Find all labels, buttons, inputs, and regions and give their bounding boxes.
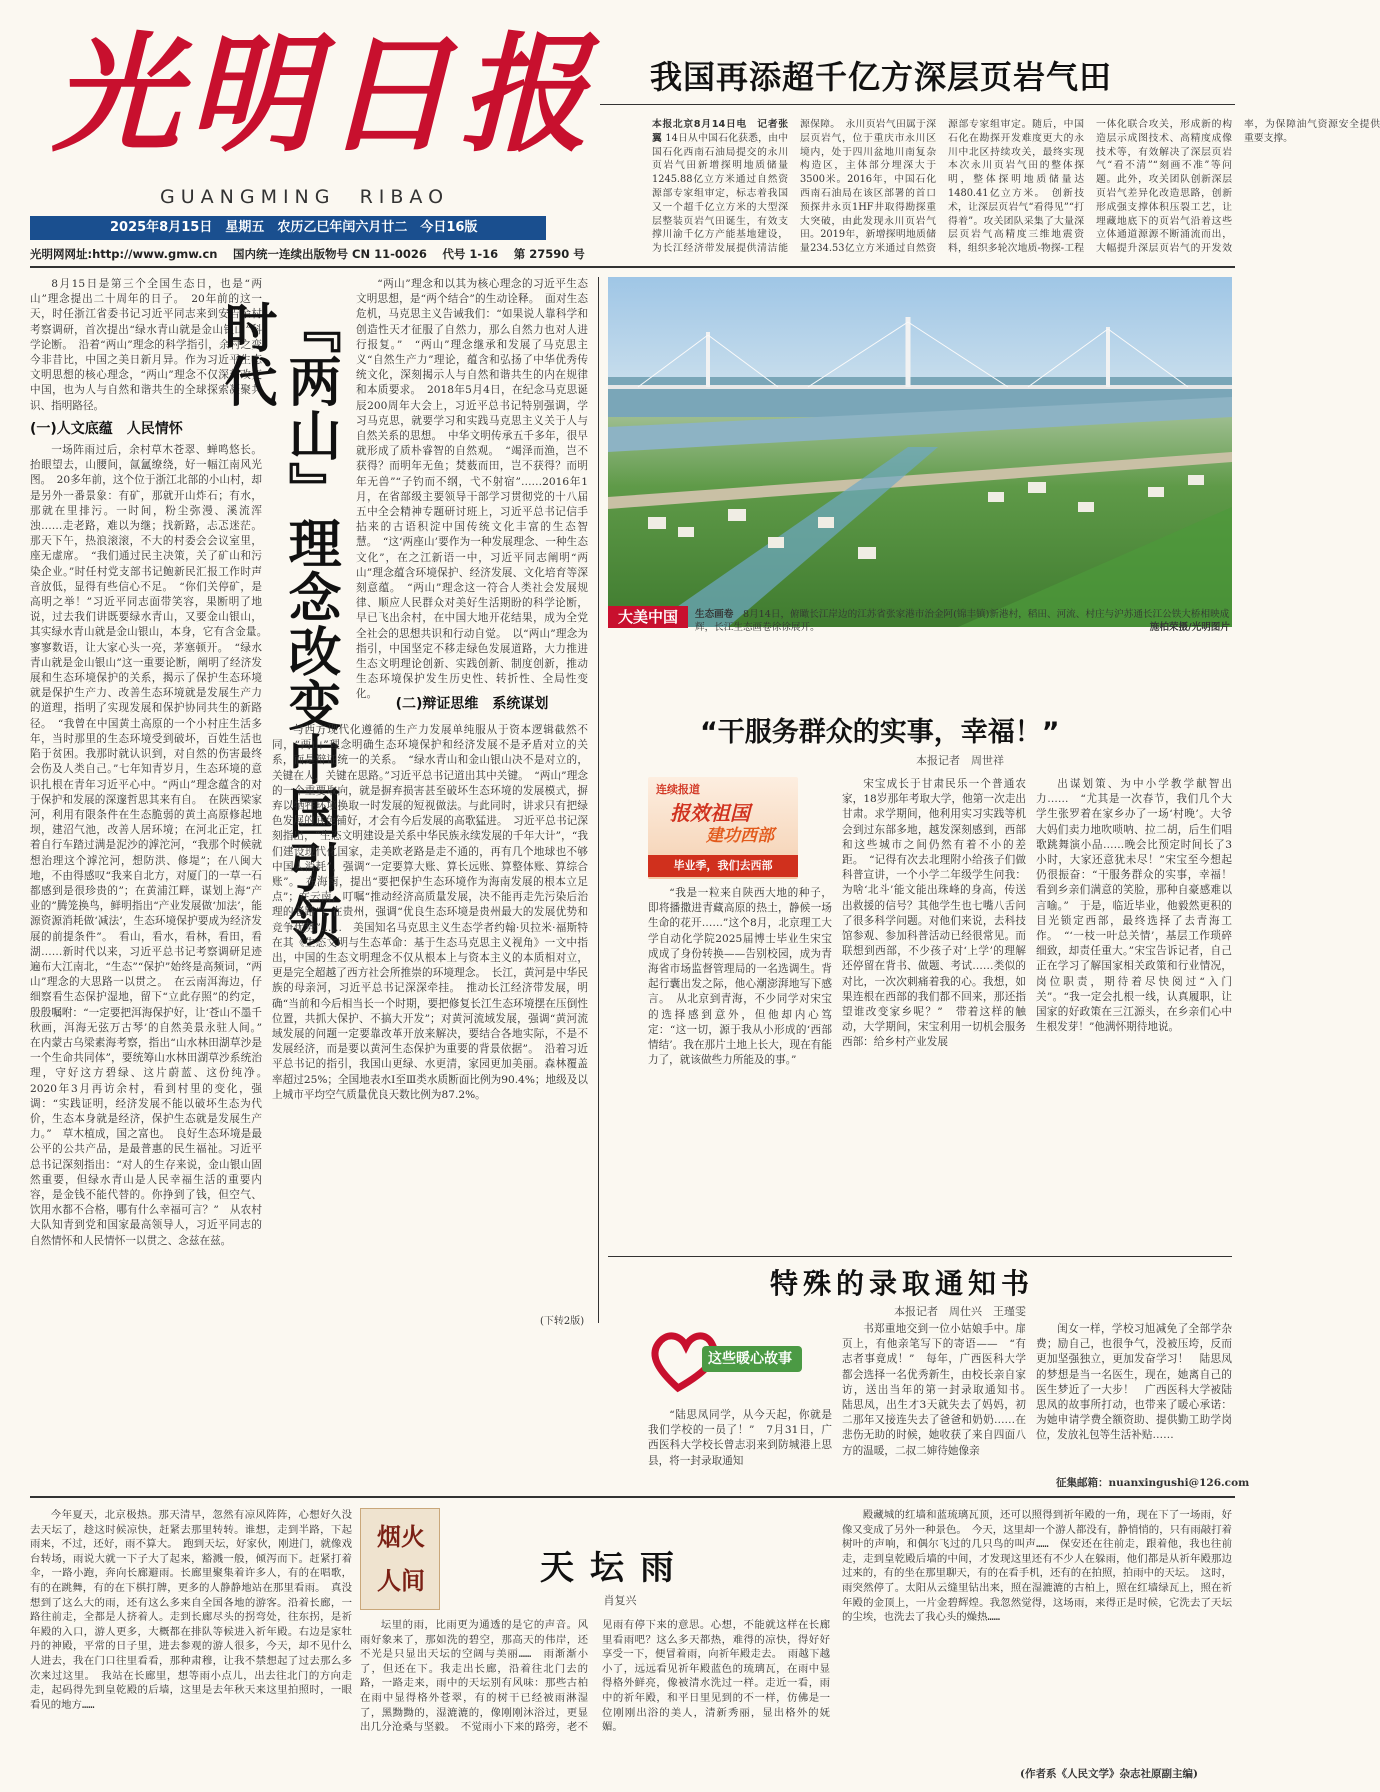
essay-col3: 殿藏城的红墙和蓝琉璃瓦顶，还可以照得到祈年殿的一角，现在下了一场雨，好像又变成了另外一种景色。 今天，这里却一个游人都没有，静悄悄的，只有雨敲打着树叶的声响，和偶尔飞过的几只鸟的叫声…… 保安还在往前走，跟着他，我也往前走，走到皇乾殿后墙的中间，才发现这里还有不少人在躲雨，他们都是从祈年殿那边过来的，有的坐在那里聊天，有的在看手机，还有的在拍照，拍雨中的天坛。 这时，雨突然停了。太阳从云缝里钻出来，照在湿漉漉的古柏上，照在红墙绿瓦上，照在祈年殿的金顶上，一片金碧辉煌。我忽然觉得，这场雨，来得正是时候，它洗去了天坛的尘埃，也洗去了我心头的燥热……: [842, 1509, 1232, 1624]
photo-badge: 大美中国: [608, 606, 688, 628]
website-link[interactable]: 光明网网址:http://www.gmw.cn: [30, 247, 218, 261]
feature-col1-text: 一场阵雨过后，余村草木苍翠、蝉鸣悠长。抬眼望去，山腰间，氤氲缭绕，好一幅江南风光图。 20多年前，这个位于浙江北部的小山村，却是另外一番景象：有矿，那就开山炸石；有水，那就在里排污。一时间，粉尘弥漫、溪流浑浊……走老路，难以为继；找新路，忐忑迷茫。那天下午，热浪滚滚，不大的村委会会议室里，座无虚席。 “我们通过民主决策，关了矿山和污染企业。”时任村党支部书记鲍新民汇报工作时声音放低，显得有些信心不足。 “你们关停矿，是高明之举！”习近平同志面带笑容，果断明了地说，过去我们讲既要绿水青山，又要金山银山，其实绿水青山就是金山银山，本身，它有含金量。 寥寥数语，让大家心头一亮，茅塞顿开。 “绿水青山就是金山银山”这一重要论断，阐明了经济发展和生态环境保护的关系，揭示了保护生态环境就是保护生产力、改善生态环境就是发展生产力的道理，指明了实现发展和保护协同共生的新路径。 “我曾在中国黄土高原的一个小村庄生活多年，当时那里的生态环境受到破坏，百姓生活也陷于贫困。我那时就认识到，对自然的伤害最终会伤及人类自己。”七年知青岁月，生态环境的意识扎根在青年习近平心中。“两山”理念蕴含的对于保护和发展的深邃哲思其来有自。 在陕西梁家河，利用有限条件在生态脆弱的黄土高原修起地坝，建沼气池，改善人居环境；在河北正定，扛着自行车踏过满是泥沙的滹沱河，“我那个时候就想治理这个滹沱河，想防洪、修堤”；在八闽大地，不由得感叹“我来自北方，对厦门的一草一石都感到是很珍贵的”；在黄浦江畔，谋划上海“产业的”腾笼换鸟，鲜明指出“产业发展做‘加法’，能源资源消耗做‘减法’，生态环境保护要成为经济发展的前提条件”。 看山，看水，看林，看田，看湖……新时代以来，习近平总书记考察调研足迹遍布大江南北，“生态”“保护”始终是高频词，“两山”理念的大思路一以贯之。 在云南洱海边，仔细察看生态保护湿地，留下“立此存照”的约定，殷殷嘱咐：“一定要把洱海保护好，让‘苍山不墨千秋画，洱海无弦万古琴’的自然美景永驻人间。” 在内蒙古乌梁素海考察，指出“山水林田湖草沙是一个生命共同体”，要统筹山水林田湖草沙系统治理，守好这方碧绿、这片蔚蓝、这份纯净。 2020年3月再访余村，看到村里的变化，强调：“实践证明，经济发展不能以破坏生态为代价，生态本身就是经济，保护生态就是发展生产力。” 草木植成，国之富也。 良好生态环境是最公平的公共产品，是最普惠的民生福祉。习近平总书记深刻指出：“对人的生存来说，金山银山固然重要，但绿水青山是人民幸福生活的重要内容，是金钱不能代替的。你挣到了钱，但空气、饮用水都不合格，哪有什么幸福可言？” 从农村大队知青到党和国家最高领导人，习近平同志的自然情怀和人民情怀一以贯之、念兹在兹。: [30, 444, 273, 1247]
series-logo-warm: [648, 1322, 826, 1398]
dateline-bar: [30, 216, 546, 240]
photo-caption-title: 生态画卷: [695, 609, 734, 620]
service-col3: 出谋划策、为中小学教学献智出力…… “尤其是一次春节，我们几个大学生张罗着在家乡办了一场‘村晚’。大爷大妈们卖力地吹唢呐、拉二胡，后生们唱歌跳舞演小品……晚会比预定时间长了3小时，大家还意犹未尽！”宋宝至今想起仍很振奋：“干服务群众的实事，幸福！看到乡亲们满意的笑脸，那种自豪感难以言喻。” 于是，临近毕业，他毅然更积的目光锁定西部，最终选择了去青海工作。 “‘一枝一叶总关情’，基层工作琐碎细致，却责任重大。”宋宝告诉记者，自己正在学习了解国家相关政策和行业情况，岗位职责，期待着尽快阅过“入门关”。“我一定会扎根一线，认真履职，让国家的好政策在三江源头，在乡亲们心中生根发芽！”他满怀期待地说。: [1036, 778, 1232, 1034]
service-byline: 本报记者 周世祥: [916, 754, 1004, 767]
admission-col3: 闺女一样，学校习旭减免了全部学杂费；励自己，也很争气，没被压垮，反而更加坚强独立，更加发奋学习！ 陆思凤的梦想是当一名医生，现在，她离自己的医生梦近了一大步！ 广西医科大学被陆思凤的故事所打动，也带来了暖心承诺：为她申请学费全额资助、提供勤工助学岗位，发放礼包等生活补贴……: [1036, 1323, 1232, 1442]
series-tag-build: 建功西部: [706, 826, 774, 846]
series-tag-continued: 连续报道: [656, 783, 700, 796]
essay-source: (作者系《人民文学》杂志社原副主编): [1020, 1768, 1198, 1780]
publication-info: [30, 246, 590, 262]
series-tag-warm: 这些暖心故事: [708, 1351, 792, 1367]
service-col2: 宋宝成长于甘肃民乐一个普通农家，18岁那年考取大学，他第一次走出甘肃。求学期间，他利用实习实践等机会到过东部多地，越发深刻感到，西部和这些城市之间仍然有着不小的差距。 “记得有次去北理附小给孩子们做科普宣讲，一个小学二年级学生问我：为啥‘北斗’能文能出珠峰的身高，传送出救援的信号？其他学生也七嘴八舌问了很多科学问题。对他们来说，去科技馆参观、参加科普活动已经很常见。而联想到西部，不少孩子对‘上学’的理解还停留在背书、做题、考试……类似的对比，一次次刺痛着我的心。我想，如果连根在西部的我们都不回来，那还指望谁改变家乡呢？” 带着这样的触动，大学期间，宋宝利用一切机会服务西部：给乡村产业发展: [842, 778, 1026, 1049]
series-tag-serve: 报效祖国: [670, 801, 750, 825]
feature-section1-heading: (一)人文底蕴 人民情怀: [30, 420, 183, 437]
admission-col1: “陆思凤同学，从今天起，你就是我们学校的一员了！” 7月31日，广西医科大学校长曾志羽来到防城港上思县，将一封录取通知: [648, 1409, 832, 1467]
service-col1: “我是一粒来自陕西大地的种子，即将播撒进青藏高原的热土，静候一场生命的花开……”这个8月，北京理工大学自动化学院2025届博士毕业生宋宝成成了身份转换——告别校园，成为青海省市场监督管理局的一名选调生。背起行囊出发之际，他心潮澎湃地写下感言。 从北京到青海，不少同学对宋宝的选择感到意外，但他却内心笃定：“这一切，源于我从小形成的‘西部情结’。我在那片土地上长大，现在有能力了，就该做些力所能及的事。”: [648, 887, 832, 1067]
issue-number: 第 27590 号: [513, 247, 585, 261]
cn-number: 国内统一连续出版物号 CN 11-0026: [233, 247, 427, 261]
feature-col2: “两山”理念和以其为核心理念的习近平生态文明思想，是“两个结合”的生动诠释。 面对生态危机，马克思主义告诫我们：“如果说人靠科学和创造性天才征服了自然力，那么自然力也对人进行报复。” “两山”理念继承和发展了马克思主义“自然生产力”理论，蕴含和弘扬了中华优秀传统文化，深刻揭示人与自然和谐共生的内在规律和本质要求。 2018年5月4日，在纪念马克思诞辰200周年大会上，习近平总书记特别强调，学习马克思，就要学习和实践马克思主义关于人与自然关系的思想。 中华文明传承五千多年，很早就形成了质朴睿智的自然观。 “竭泽而渔，岂不获得？而明年无鱼；焚薮而田，岂不获得？而明年无兽”“子钓而不纲，弋不射宿”……2016年1月，在省部级主要领导干部学习贯彻党的十八届五中全会精神专题研讨班上，习近平总书记信手拈来的古语积淀中国传统文化丰富的生态智慧。 “这‘两座山’要作为一种发展理念、一种生态文化”，在之江新语一中，习近平同志阐明“两山”理念蕴含环境保护、经济发展、文化培育等深刻意蕴。 “两山”理念这一符合人类社会发展规律、顺应人民群众对美好生活期盼的科学论断，早已飞出余村，在中国大地开花结果，成为全党全社会的思想共识和行动自觉。 以“两山”理念为指引，中国坚定不移走绿色发展道路，大力推进生态文明理论创新、实践创新、制度创新，推动生态环境保护发生历史性、转折性、全局性变化。: [356, 278, 588, 701]
photo-credit: 施柏荣摄/光明图片: [1149, 622, 1230, 633]
lead-article: [652, 118, 1380, 258]
service-headline: “干服务群众的实事，幸福！”: [700, 717, 1060, 748]
admission-col2: 书郑重地交到一位小姑娘手中。扉页上，有他亲笔写下的寄语—— “有志者事竟成！” 每年，广西医科大学都会选择一名优秀新生，由校长亲自家访，送出当年的第一封录取通知书。 陆思凤，出生才3天就失去了妈妈，初二那年又接连失去了爸爸和奶奶……在悲伤无助的时候，她收获了来自四面八方的温暖，二叔二婶待她像亲: [842, 1323, 1037, 1457]
photo-caption: 生态画卷 8月14日，俯瞰长江岸边的江苏省张家港市治金阿(锦丰镇)新港村，稻田、河流、村庄与沪苏通长江公铁大桥相映成辉，长江生态画卷徐徐展开。 施柏荣摄/光明图片: [695, 609, 1230, 633]
essay-col1: 今年夏天，北京极热。那天清早，忽然有凉风阵阵，心想好久没去天坛了，趁这时候凉快，赶紧去那里转转。谁想，走到半路，下起雨来，不过，还好，雨不算大。 跑到天坛，好家伙，刚进门，就像戏台转场，雨说大就一下子大了起来，豁溅一般，倾泻而下。赶紧打着伞，一路小跑，奔向长廊避雨。长廊里聚集着许多人，有的在唱歌，有的在跳舞，有的在下棋打牌，更多的人静静地站在那里看雨。 真没想到了这么大的雨，还有这么多来自全国各地的游客。沿着长廊，一路往前走，全都是人挤着人。走到长廊尽头的拐弯处，往东拐，是祈年殿的入口，游人更多，大概都在排队等候进入祈年殿。右边是家牡丹的神殿，平常的日子里，进去参观的游人很多，今天，却不见什么人进去，我在门口往里看看，那种肃穆，让我不禁想起了过去那么多次来过这里。 我站在长廊里，想等雨小点儿，出去往北门的方向走走，起码得先到皇乾殿的后墙，这里是去年秋天来这里拍照时，一眼看见的地方……: [30, 1509, 352, 1711]
feature-continued: (下转2版): [540, 1316, 585, 1327]
photo-illustration: [608, 277, 1232, 627]
admission-email: 征集邮箱：nuanxingushi@126.com: [1056, 1477, 1250, 1489]
feature-col1: 8月15日是第三个全国生态日，也是“两山”理念提出二十周年的日子。 20年前的这一天，时任浙江省委书记习近平同志来到安吉余村考察调研，首次提出“绿水青山就是金山银山”科学论断。 沿着“两山”理念的科学指引，余村之变今非昔比，中国之美日新月异。作为习近平生态文明思想的核心理念，“两山”理念不仅深刻改变中国，也为人与自然和谐共生的全球探索凝聚共识、指明路径。 (一)人文底蕴 人民情怀 一场阵雨过后，余村草木苍翠、蝉鸣悠长。抬眼望去，山腰间，氤氲缭绕，好一幅江南风光图。 20多年前，这个位于浙江北部的小山村，却是另外一番景象：有矿，那就开山炸石；有水，那就在里排污。一时间，粉尘弥漫、溪流浑浊……走老路，难以为继；找新路，忐忑迷茫。那天下午，热浪滚滚，不大的村委会会议室里，座无虚席。 “我们通过民主决策，关了矿山和污染企业。”时任村党支部书记鲍新民汇报工作时声音放低，显得有些信心不足。 “你们关停矿，是高明之举！”习近平同志面带笑容，果断明了地说，过去我们讲既要绿水青山，又要金山银山，其实绿水青山就是金山银山，本身，它有含金量。 寥寥数语，让大家心头一亮，茅塞顿开。 “绿水青山就是金山银山”这一重要论断，阐明了经济发展和生态环境保护的关系，揭示了保护生态环境就是保护生产力、改善生态环境就是发展生产力的道理，指明了实现发展和保护协同共生的新路径。 “我曾在中国黄土高原的一个小村庄生活多年，当时那里的生态环境受到破坏，百姓生活也陷于贫困。我那时就认识到，对自然的伤害最终会伤及人类自己。”七年知青岁月，生态环境的意识扎根在青年习近平心中。“两山”理念蕴含的对于保护和发展的深邃哲思其来有自。 在陕西梁家河，利用有限条件在生态脆弱的黄土高原修起地坝，建沼气池，改善人居环境；在河北正定，扛着自行车踏过满是泥沙的滹沱河，“我那个时候就想治理这个滹沱河，想防洪、修堤”；在八闽大地，不由得感叹“我来自北方，对厦门的一草一石都感到是很珍贵的”；在黄浦江畔，谋划上海“产业的”腾笼换鸟，鲜明指出“产业发展做‘加法’，能源资源消耗做‘减法’，生态环境保护要成为经济发展的前提条件”。 看山，看水，看林，看田，看湖……新时代以来，习近平总书记考察调研足迹遍布大江南北，“生态”“保护”始终是高频词，“两山”理念的大思路一以贯之。 在云南洱海边，仔细察看生态保护湿地，留下“立此存照”的约定，殷殷嘱咐：“一定要把洱海保护好，让‘苍山不墨千秋画，洱海无弦万古琴’的自然美景永驻人间。” 在内蒙古乌梁素海考察，指出“山水林田湖草沙是一个生命共同体”，要统筹山水林田湖草沙系统治理，守好这方碧绿、这片蔚蓝、这份纯净。 2020年3月再访余村，看到村里的变化，强调：“实践证明，经济发展不能以破坏生态为代价，生态本身就是经济，保护生态就是发展生产力。” 草木植成，国之富也。 良好生态环境是最公平的公共产品，是最普惠的民生福祉。习近平总书记深刻指出：“对人的生存来说，金山银山固然重要，但绿水青山是人民幸福生活的重要内容，是金钱不能代替的。你挣到了钱，但空气、饮用水都不合格，哪有什么幸福可言？” 从农村大队知青到党和国家最高领导人，习近平同志的自然情怀和人民情怀一以贯之、念兹在兹。: [30, 277, 262, 1324]
essay-col2: 坛里的雨，比雨更为通透的是它的声音。风雨好象来了，那如洗的碧空，那高天的伟岸，还不光是只显出天坛的空阔与美丽…… 雨渐渐小了，但还在下。我走出长廊，沿着往北门去的路，一路走来，雨中的天坛别有风味：那些古柏在雨中显得格外苍翠，有的树干已经被雨淋湿了，黑黝黝的，湿漉漉的，像刚刚沐浴过，更显出几分沧桑与坚毅。 不觉雨小下来的路旁，老不见雨有停下来的意思。心想，不能就这样在长廊里看雨吧？这么多天都热，难得的凉快，得好好享受一下，便冒着雨，向祈年殿走去。 雨越下越小了，远远看见祈年殿蓝色的琉璃瓦，在雨中显得格外鲜亮，像被清水洗过一样。走近一看，雨中的祈年殿，和平日里见到的不一样，仿佛是一位刚刚出浴的美人，清新秀丽，显出格外的妩媚。: [360, 1619, 830, 1734]
lead-dateline: 本报北京8月14日电 记者张翼: [652, 119, 788, 144]
essay-author: 肖复兴: [603, 1594, 637, 1607]
masthead: [30, 10, 597, 261]
admission-headline: 特殊的录取通知书: [770, 1267, 1035, 1300]
lead-headline: 我国再添超千亿方深层页岩气田: [650, 58, 1113, 96]
dateline: 2025年8月15日 星期五 农历乙巳年闰六月廿二 今日16版: [110, 220, 478, 235]
admission-byline: 本报记者 周仕兴 王瑾雯: [894, 1305, 1026, 1318]
essay-column-logo: 烟火人间: [360, 1508, 440, 1610]
series-tag-graduation: 毕业季，我们去西部: [648, 855, 798, 877]
postal-code: 代号 1-16: [442, 247, 499, 261]
masthead-pinyin: GUANGMING RIBAO: [160, 186, 450, 208]
masthead-calligraphy: 光明日报: [52, 20, 597, 170]
feature-section2-heading: (二)辩证思维 系统谋划: [395, 696, 549, 712]
series-logo-west: [648, 777, 798, 879]
essay-headline: 天坛雨: [540, 1548, 690, 1588]
photo-bridge-landscape: [608, 277, 1232, 627]
lead-body: 14日从中国石化获悉，由中国石化西南石油局提交的永川页岩气田新增探明地质储量1245.88亿立方米通过自然资源部专家组审定，标志着我国又一个超千亿立方米的大型深层整装页岩气田诞生，有效支撑川渝千亿方产能基地建设，为长江经济带发展提供清洁能源保障。 永川页岩气田属于深层页岩气，位于重庆市永川区境内，处于四川盆地川南复杂构造区，主体部分埋深大于3500米。2016年，中国石化西南石油局在该区部署的首口预探井永页1HF井取得勘探重大突破，由此发现永川页岩气田。2019年，新增探明地质储量234.53亿立方米通过自然资源部专家组审定。随后，中国石化在勘探开发难度更大的永川中北区持续攻关，最终实现本次永川页岩气田的整体探明，整体探明地质储量达1480.41亿立方米。 创新技术，让深层页岩气“看得见”“打得着”。攻关团队采集了大量深层页岩气高精度三维地震资料，组织多轮次地质-物探-工程一体化联合攻关，形成新的构造层示成图技术、高精度成像技术等，有效解决了深层页岩气“看不清”“刻画不准”等问题。此外，攻关团队创新深层页岩气差异化改造思路，创新形成强支撑体积压裂工艺，让埋藏地底下的页岩气沿着这些立体通道源源不断涌流而出，大幅提升深层页岩气的开发效率，为保障油气资源安全提供重要支撑。: [652, 119, 1380, 255]
feature-vertical-title: 『两山』理念改变中国引领时代: [216, 300, 341, 948]
feature-col2b: 与西方现代化遵循的生产力发展单纯服从于资本逻辑截然不同，“两山”理念明确生态环境保护和经济发展不是矛盾对立的关系，而是辩证统一的关系。 “绿水青山和金山银山决不是对立的，关键在人，关键在思路。”习近平总书记道出其中关键。 “两山”理念的一个重要取向，就是摒弃损害甚至破坏生态环境的发展模式，摒弃以牺牲环境换取一时发展的短视做法。与此同时，讲求只有把绿色发展的底色铺好，才会有今后发展的高歌猛进。 习近平总书记深刻指出，“生态文明建设是关系中华民族永续发展的千年大计”，“我们建设现代化国家，走美欧老路是走不通的，再有几个地球也不够中国人消耗”，强调“一定要算大账、算长远账、算整体账、算综合账”。 在海南，提出“要把保护生态环境作为海南发展的根本立足点”；在云南，叮嘱“推动经济高质量发展，决不能再走先污染后治理的老路”；在贵州，强调“优良生态环境是贵州最大的发展优势和竞争优势”…… 美国知名马克思主义生态学者约翰·贝拉米·福斯特在其《生态文明与生态革命：基于生态马克思主义视角》一文中指出，中国的生态文明理念不仅从根本上与资本主义的本质相对立，更是完全超越了西方社会所推崇的环境理念。 长江，黄河是中华民族的母亲河，习近平总书记深深牵挂。 推动长江经济带发展，明确“当前和今后相当长一个时期，要把修复长江生态环境摆在压倒性位置，共抓大保护、不搞大开发”；对黄河流域发展，强调“黄河流域发展的问题一定要靠改革开放来解决，要结合各地实际，不是不发展经济，而是要以黄河生态保护为重要的背景依据”。 沿着习近平总书记的指引，我国山更绿、水更清，家园更加美丽。森林覆盖率超过25%；全国地表水Ⅰ至Ⅲ类水质断面比例为90.4%；地级及以上城市平均空气质量优良天数比例为87.2%。: [272, 724, 588, 1101]
